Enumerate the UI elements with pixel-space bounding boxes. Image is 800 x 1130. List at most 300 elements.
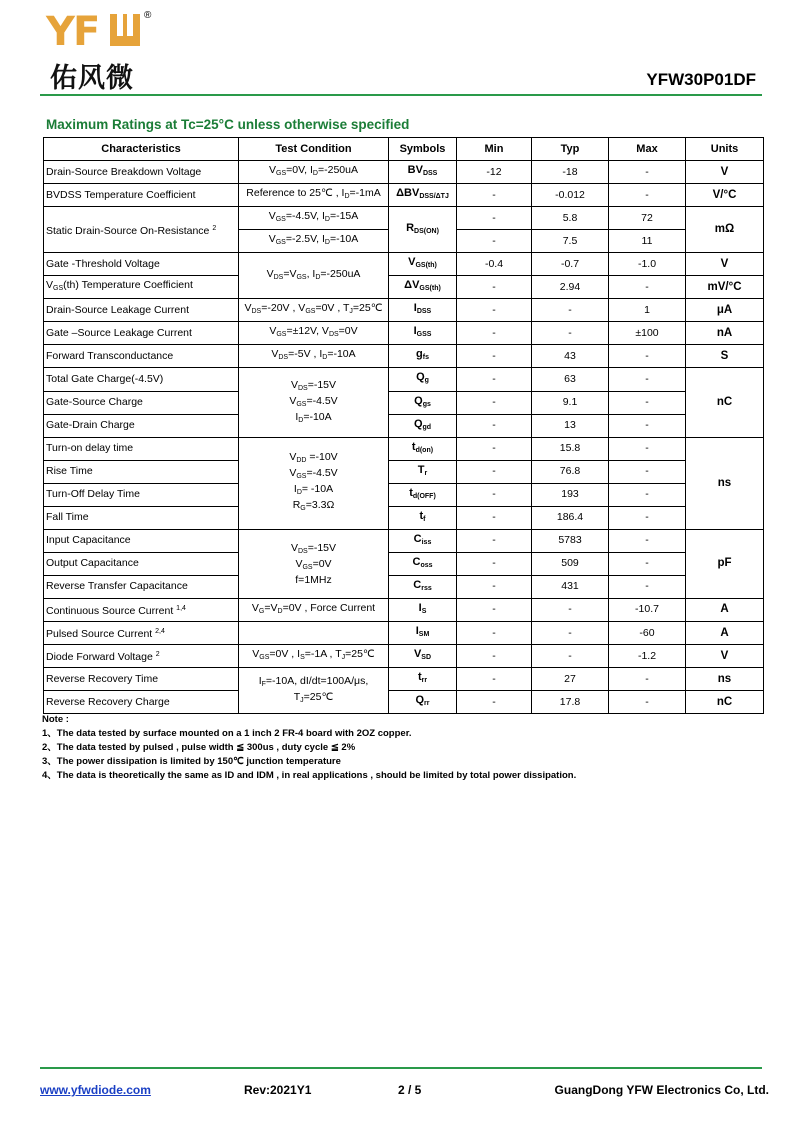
symbol-cell [389, 506, 457, 529]
max-cell: - [609, 161, 686, 184]
symbol-cell [389, 184, 457, 207]
typ-cell: 5783 [532, 529, 609, 552]
text: Total Gate Charge(-4.5V) [46, 372, 164, 385]
condition-line [241, 675, 386, 691]
text: V [244, 302, 252, 315]
max-cell: - [609, 575, 686, 598]
text: R [406, 221, 415, 234]
min-cell: - [457, 668, 532, 691]
max-cell: - [609, 414, 686, 437]
subscript: GS [296, 273, 307, 281]
text: V [413, 648, 422, 661]
symbol-cell [389, 529, 457, 552]
table-row [44, 691, 764, 714]
text: =-4.5V, I [285, 210, 325, 223]
typ-cell: - [532, 621, 609, 644]
characteristic-cell [44, 437, 239, 460]
condition-line [241, 467, 386, 483]
max-cell: - [609, 483, 686, 506]
table-header-row [44, 138, 764, 161]
subscript: D [324, 239, 330, 247]
condition-line [241, 691, 386, 707]
subscript: rr [421, 677, 428, 685]
text: Reverse Recovery Charge [46, 695, 170, 708]
text: C [412, 555, 421, 568]
characteristic-cell [44, 253, 239, 276]
max-cell: - [609, 437, 686, 460]
text: ΔV [404, 279, 420, 292]
text: I [415, 625, 419, 637]
text: Input Capacitance [46, 534, 131, 547]
min-cell: - [457, 414, 532, 437]
col-header: Test Condition [239, 138, 389, 161]
characteristic-cell [44, 460, 239, 483]
logo-letters: YF [46, 9, 99, 55]
logo-chinese-name: 佑风微 [50, 63, 134, 94]
subscript: GS [296, 473, 307, 481]
characteristic-cell [44, 691, 239, 714]
test-condition-cell [239, 668, 389, 714]
subscript: D [312, 170, 318, 178]
typ-cell: - [532, 322, 609, 345]
subscript: GS(th) [415, 262, 437, 270]
table-row [44, 253, 764, 276]
subscript: rss [421, 584, 432, 592]
table-row [44, 437, 764, 460]
characteristic-cell [44, 598, 239, 621]
subscript: GS [302, 563, 313, 571]
symbol-cell [389, 322, 457, 345]
max-cell: - [609, 552, 686, 575]
text: Forward Transconductance [46, 349, 174, 362]
col-header: Units [686, 138, 764, 161]
subscript: D [324, 216, 330, 224]
min-cell: - [457, 691, 532, 714]
symbol-cell [389, 368, 457, 391]
table-row [44, 506, 764, 529]
note-item: 4、The data is theoretically the same as ID and IDM , in real applications , should be limited by total power dissipation. [42, 770, 577, 781]
condition-line [241, 302, 386, 318]
max-cell: ±100 [609, 322, 686, 345]
test-condition-cell [239, 322, 389, 345]
text: = -10A [301, 483, 334, 496]
col-header: Characteristics [44, 138, 239, 161]
max-cell: - [609, 184, 686, 207]
min-cell: - [457, 506, 532, 529]
max-cell: - [609, 529, 686, 552]
text: =V [264, 601, 278, 614]
test-condition-cell [239, 529, 389, 598]
unit-cell: nC [686, 368, 764, 437]
table-row [44, 575, 764, 598]
text: =-4.5V [306, 467, 338, 480]
text: Q [415, 694, 425, 707]
text: t [411, 440, 416, 453]
test-condition-cell [239, 437, 389, 529]
subscript: J [341, 654, 346, 662]
text: Gate-Drain Charge [46, 419, 135, 432]
text: V [252, 648, 260, 661]
text: =-10A [329, 233, 359, 246]
min-cell: - [457, 460, 532, 483]
max-cell: - [609, 668, 686, 691]
condition-line [241, 164, 386, 180]
condition-line [241, 542, 386, 558]
min-cell: - [457, 621, 532, 644]
text: =-15V [307, 541, 337, 554]
text: V [269, 325, 277, 338]
min-cell: - [457, 391, 532, 414]
condition-line [241, 325, 386, 341]
characteristic-cell [44, 483, 239, 506]
text: =-15V [307, 378, 337, 391]
text: =-1mA [349, 187, 381, 200]
text: V [408, 256, 416, 269]
max-cell: - [609, 691, 686, 714]
min-cell: - [457, 207, 532, 230]
text: =-10A, dI/dt=100A/μs, [265, 674, 369, 687]
subscript: DSS/ΔTJ [419, 193, 449, 201]
revision: Rev:2021Y1 [244, 1083, 312, 1097]
unit-cell: pF [686, 529, 764, 598]
table-row [44, 552, 764, 575]
col-header: Max [609, 138, 686, 161]
text: BVDSS Temperature Coefficient [46, 188, 196, 201]
min-cell: - [457, 299, 532, 322]
test-condition-cell [239, 299, 389, 322]
characteristic-cell [44, 391, 239, 414]
symbol-cell [389, 253, 457, 276]
text: I [258, 674, 262, 687]
note-item: 1、The data tested by surface mounted on a 1 inch 2 FR-4 board with 2OZ copper. [42, 728, 412, 739]
table-row [44, 391, 764, 414]
text: V [289, 451, 297, 464]
test-condition-cell [239, 184, 389, 207]
table-row [44, 483, 764, 506]
typ-cell: 193 [532, 483, 609, 506]
symbol-cell [389, 437, 457, 460]
col-header: Symbols [389, 138, 457, 161]
test-condition-cell [239, 230, 389, 253]
condition-line [241, 483, 386, 499]
min-cell: -0.4 [457, 253, 532, 276]
subscript: S [421, 607, 427, 615]
unit-cell: nA [686, 322, 764, 345]
symbol-cell [389, 276, 457, 299]
subscript: GSS [416, 331, 432, 339]
characteristic-cell [44, 575, 239, 598]
text: V [289, 467, 297, 480]
text: =-10A [303, 410, 332, 423]
text: V [269, 164, 277, 177]
text: =-1A , T [304, 648, 342, 661]
subscript: D [296, 489, 302, 497]
condition-line [241, 574, 386, 586]
symbol-cell [389, 345, 457, 368]
min-cell: -12 [457, 161, 532, 184]
text: Diode Forward Voltage [46, 651, 153, 664]
subscript: gs [422, 400, 431, 408]
text: (th) Temperature Coefficient [63, 279, 193, 292]
symbol-cell [389, 621, 457, 644]
subscript: iss [421, 538, 432, 546]
text: I [413, 325, 417, 338]
symbol-cell [389, 598, 457, 621]
symbol-cell [389, 483, 457, 506]
text: Q [413, 417, 423, 430]
text: V [46, 279, 54, 292]
condition-line [241, 648, 386, 664]
typ-cell: 43 [532, 345, 609, 368]
text: =0V , I [269, 648, 301, 661]
condition-line [241, 348, 386, 364]
min-cell: - [457, 184, 532, 207]
typ-cell: 27 [532, 668, 609, 691]
text: t [409, 486, 413, 499]
test-condition-cell [239, 368, 389, 437]
text: V [295, 557, 303, 570]
notes-title: Note : [42, 714, 69, 725]
symbol-cell [389, 391, 457, 414]
text: =25℃ [352, 302, 383, 315]
subscript: GS [275, 239, 286, 247]
text: =0V, I [286, 164, 313, 177]
symbol-cell [389, 552, 457, 575]
min-cell: - [457, 322, 532, 345]
subscript: GS [276, 170, 287, 178]
text: V [251, 601, 259, 614]
text: C [413, 578, 422, 591]
subscript: DSS [422, 170, 438, 178]
typ-cell: 15.8 [532, 437, 609, 460]
text: Gate –Source Leakage Current [46, 326, 192, 339]
text: ΔBV [396, 187, 420, 200]
min-cell: - [457, 483, 532, 506]
footer-divider [40, 1067, 762, 1069]
max-cell: - [609, 460, 686, 483]
subscript: GS [275, 216, 286, 224]
text: Static Drain-Source On-Resistance [46, 224, 210, 237]
min-cell: - [457, 598, 532, 621]
subscript: fs [422, 354, 429, 362]
min-cell: - [457, 552, 532, 575]
superscript: 2 [212, 224, 217, 232]
notes [42, 713, 576, 783]
subscript: SM [418, 631, 430, 638]
table-row [44, 207, 764, 230]
characteristic-cell [44, 299, 239, 322]
subscript: g [424, 377, 429, 385]
typ-cell: 76.8 [532, 460, 609, 483]
superscript: 2,4 [155, 628, 165, 635]
unit-cell: A [686, 621, 764, 644]
symbol-cell [389, 207, 457, 253]
subscript: G [258, 607, 265, 615]
symbol-cell [389, 414, 457, 437]
note-item: 3、The power dissipation is limited by 150℃ junction temperature [42, 756, 341, 767]
company-name: GuangDong YFW Electronics Co, Ltd. [554, 1083, 769, 1097]
subscript: SD [421, 654, 432, 662]
unit-cell: S [686, 345, 764, 368]
characteristic-cell [44, 414, 239, 437]
subscript: gd [422, 423, 432, 431]
text: I [293, 483, 297, 496]
subscript: oss [420, 561, 433, 569]
subscript: D [315, 273, 321, 281]
table-row [44, 414, 764, 437]
text: Drain-Source Leakage Current [46, 303, 189, 316]
condition-line [241, 395, 386, 411]
subscript: D [322, 354, 328, 362]
ratings-table [43, 137, 764, 714]
characteristic-cell [44, 345, 239, 368]
text: Rise Time [46, 465, 93, 478]
text: =-4.5V [306, 394, 338, 407]
superscript: 2 [155, 651, 160, 659]
max-cell: 1 [609, 299, 686, 322]
min-cell: - [457, 437, 532, 460]
typ-cell: -0.012 [532, 184, 609, 207]
unit-cell: μA [686, 299, 764, 322]
text: Gate-Source Charge [46, 396, 143, 409]
typ-cell: 13 [532, 414, 609, 437]
page-number: 2 / 5 [398, 1083, 422, 1097]
unit-cell: nC [686, 691, 764, 714]
min-cell: - [457, 575, 532, 598]
max-cell: - [609, 368, 686, 391]
table-row [44, 184, 764, 207]
max-cell: - [609, 506, 686, 529]
table-row [44, 529, 764, 552]
unit-cell: mV/°C [686, 276, 764, 299]
text: I [413, 302, 417, 315]
part-number: YFW30P01DF [646, 70, 756, 89]
logo-w-mark [110, 14, 140, 46]
unit-cell: V/°C [686, 184, 764, 207]
characteristic-cell [44, 276, 239, 299]
subscript: DS [328, 331, 339, 339]
min-cell: - [457, 529, 532, 552]
text: Reference to 25℃ , I [246, 187, 345, 200]
text: I [418, 601, 422, 614]
max-cell: - [609, 391, 686, 414]
text: Fall Time [46, 511, 89, 524]
characteristic-cell [44, 552, 239, 575]
text: , I [306, 267, 316, 280]
company-logo [46, 10, 158, 94]
text: =0V [338, 325, 358, 338]
text: V [290, 541, 298, 554]
table-row [44, 161, 764, 184]
min-cell: - [457, 368, 532, 391]
min-cell: - [457, 345, 532, 368]
typ-cell: 509 [532, 552, 609, 575]
website-link[interactable]: www.yfwdiode.com [40, 1083, 151, 1097]
subscript: D [277, 607, 283, 615]
max-cell: 11 [609, 230, 686, 253]
characteristic-cell [44, 621, 239, 644]
table-row [44, 322, 764, 345]
subscript: DSS [416, 308, 432, 316]
characteristic-cell [44, 529, 239, 552]
test-condition-cell [239, 598, 389, 621]
table-row [44, 460, 764, 483]
table-row [44, 668, 764, 691]
text: =-250uA [317, 164, 358, 177]
section-title: Maximum Ratings at Tc=25°C unless otherwise specified [46, 117, 410, 132]
typ-cell: - [532, 645, 609, 668]
text: Drain-Source Breakdown Voltage [46, 165, 202, 178]
text: V [268, 210, 276, 223]
typ-cell: 5.8 [532, 207, 609, 230]
subscript: D [298, 416, 304, 424]
text: =-250uA [320, 267, 361, 280]
characteristic-cell [44, 368, 239, 391]
text: =±12V, V [286, 325, 329, 338]
text: V [268, 233, 276, 246]
condition-line [241, 233, 386, 249]
subscript: D [344, 193, 350, 201]
symbol-cell [389, 691, 457, 714]
characteristic-cell [44, 322, 239, 345]
text: =0V , Force Current [282, 601, 376, 614]
max-cell: -10.7 [609, 598, 686, 621]
text: g [416, 348, 423, 361]
typ-cell: 9.1 [532, 391, 609, 414]
characteristic-cell [44, 645, 239, 668]
header-divider [40, 94, 762, 96]
text: Q [416, 371, 425, 384]
text: =25℃ [303, 690, 334, 703]
table-row [44, 345, 764, 368]
unit-cell: ns [686, 437, 764, 529]
max-cell: -1.0 [609, 253, 686, 276]
condition-line [241, 379, 386, 395]
typ-cell: 186.4 [532, 506, 609, 529]
typ-cell: -18 [532, 161, 609, 184]
subscript: F [261, 680, 266, 688]
registered-mark: ® [144, 10, 152, 21]
unit-cell: V [686, 645, 764, 668]
condition-line [241, 411, 386, 427]
text: T [293, 690, 301, 703]
subscript: G [300, 505, 306, 513]
col-header: Typ [532, 138, 609, 161]
text: Turn-on delay time [46, 442, 134, 455]
text: T [417, 463, 425, 476]
subscript: d(OFF) [412, 492, 436, 500]
text: =-15A [329, 210, 359, 223]
test-condition-cell [239, 645, 389, 668]
max-cell: -60 [609, 621, 686, 644]
symbol-cell [389, 460, 457, 483]
text: =0V , T [315, 302, 350, 315]
symbol-cell [389, 668, 457, 691]
typ-cell: -0.7 [532, 253, 609, 276]
min-cell: - [457, 276, 532, 299]
subscript: GS [53, 285, 64, 293]
max-cell: -1.2 [609, 645, 686, 668]
table-row [44, 276, 764, 299]
condition-line [241, 499, 386, 515]
min-cell: - [457, 645, 532, 668]
subscript: GS [305, 308, 316, 316]
subscript: DD [296, 457, 307, 465]
unit-cell: V [686, 161, 764, 184]
subscript: DS(ON) [414, 227, 439, 235]
condition-line [241, 451, 386, 467]
text: V [271, 348, 279, 361]
